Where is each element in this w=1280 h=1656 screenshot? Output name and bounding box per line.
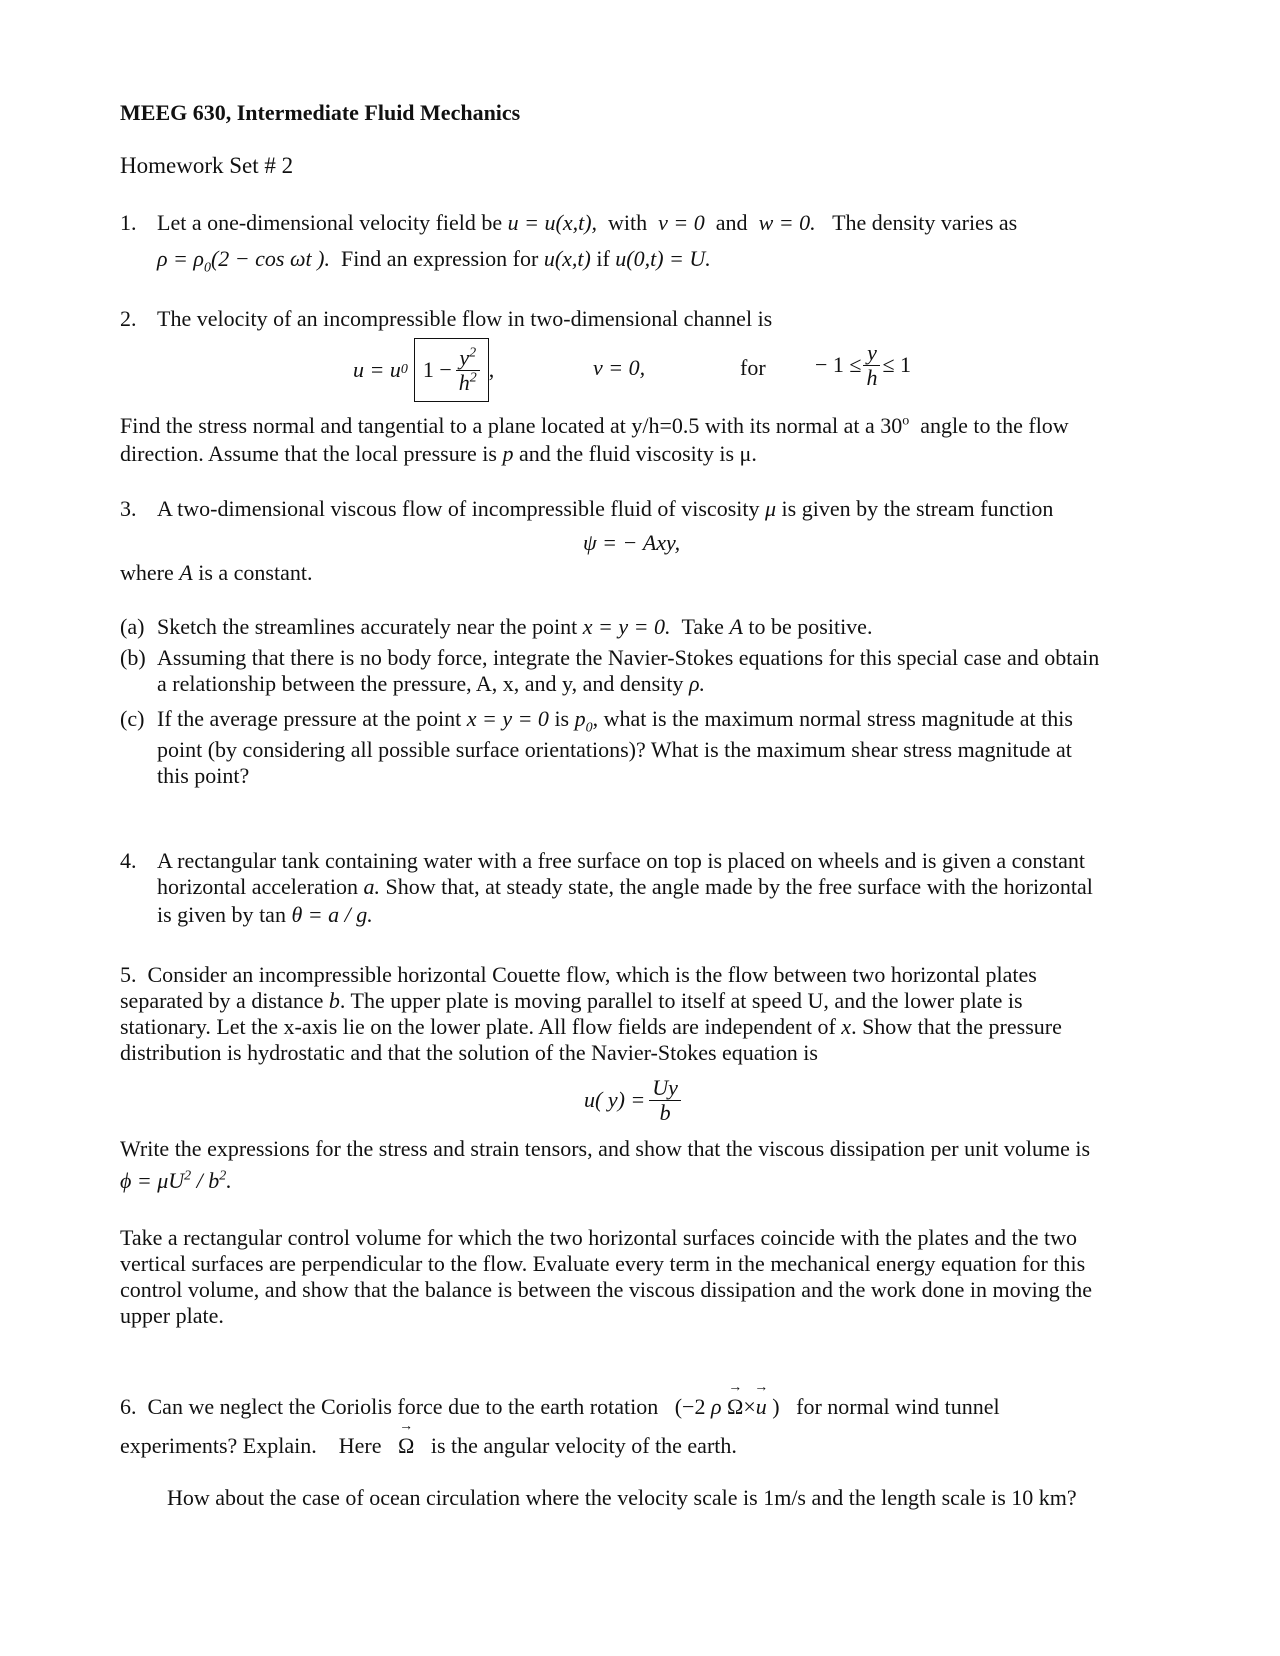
bracket-expression: 1 − $\frac{y^2}{h^2}$ [414, 338, 489, 402]
range-condition: − 1 ≤ $\frac{y}{h}$ ≤ 1 [815, 340, 912, 390]
problem-5-line-4: distribution is hydrostatic and that the solution of the Navier-Stokes equation is [120, 1040, 818, 1065]
problem-5-line-1: 5. Consider an incompressible horizontal Couette flow, which is the flow between two horizontal plates [120, 962, 1037, 987]
problem-number: 2. [120, 306, 137, 331]
problem-5-line-5: Write the expressions for the stress and strain tensors, and show that the viscous dissipation per unit volume is [120, 1136, 1091, 1161]
problem-3-intro: A two-dimensional viscous flow of incompressible fluid of viscosity μ is given by the stream function [157, 496, 1054, 521]
problem-number: 1. [120, 210, 137, 235]
problem-6-line-2: experiments? Explain. Here → Ω is the angular velocity of the earth. [120, 1433, 737, 1459]
problem-5-line-3: stationary. Let the x-axis lie on the lower plate. All flow fields are independent of x. Show that the pressure [120, 1014, 1062, 1039]
equation: u(x,t) [543, 246, 591, 271]
equation: v = 0 [658, 210, 705, 235]
text: Let a one-dimensional velocity field be [157, 210, 503, 235]
text: with [608, 210, 648, 235]
problem-4-line-1: A rectangular tank containing water with a free surface on top is placed on wheels and is given a constant [157, 848, 1085, 873]
coriolis-term: (−2 ρ → Ω×→ u ) [675, 1394, 780, 1419]
velocity-equation: u = u 0 1 − $\frac{y^2}{h^2}$ , [353, 335, 494, 405]
part-c-line-1: If the average pressure at the point x = y = 0 is $p_0$, what is the maximum normal stress magnitude at this [157, 706, 1073, 736]
problem-6-line-3: How about the case of ocean circulation where the velocity scale is 1m/s and the length scale is 10 km? [167, 1485, 1077, 1510]
problem-1-line-1 [157, 210, 1017, 236]
problem-6-line-1: 6. Can we neglect the Coriolis force due to the earth rotation (−2 ρ → Ω×→ u ) for normal wind tunnel [120, 1394, 1000, 1420]
part-a: Sketch the streamlines accurately near the point x = y = 0. Take A to be positive. [157, 614, 873, 639]
problem-5-line-2: separated by a distance b. The upper plate is moving parallel to itself at speed U, and the lower plate is [120, 988, 1023, 1013]
part-c-line-3: this point? [157, 763, 250, 788]
problem-2-line-1: Find the stress normal and tangential to a plane located at y/h=0.5 with its normal at a 30$^o$ angle to the flow [120, 413, 1069, 438]
stream-function: ψ = − Axy, [583, 530, 681, 555]
course-title: MEEG 630, Intermediate Fluid Mechanics [120, 100, 521, 125]
problem-4-line-2: horizontal acceleration a. Show that, at steady state, the angle made by the free surface with the horizontal [157, 874, 1093, 899]
part-b-line-2: a relationship between the pressure, A, x, and y, and density ρ. [157, 671, 705, 696]
problem-1-line-2 [157, 246, 711, 277]
problem-number: 4. [120, 848, 137, 873]
boundary-condition: u(0,t) = U. [615, 246, 711, 271]
part-b-line-1: Assuming that there is no body force, integrate the Navier-Stokes equations for this special case and obtain [157, 645, 1100, 670]
text: and [715, 210, 748, 235]
where-line: where A is a constant. [120, 560, 313, 585]
control-volume-line-4: upper plate. [120, 1303, 224, 1328]
homework-title: Homework Set # 2 [120, 153, 294, 178]
text: if [596, 246, 610, 271]
equation: u = u(x,t), [507, 210, 598, 235]
v-equation: v = 0, [593, 355, 646, 380]
density-equation: $\rho = \rho_0(2 - \cos \omega t$ ). [157, 246, 330, 276]
text: The density varies as [832, 210, 1018, 235]
control-volume-line-3: control volume, and show that the balance is between the viscous dissipation and the work done in moving the [120, 1277, 1093, 1302]
equation: w = 0. [758, 210, 816, 235]
part-c-line-2: point (by considering all possible surface orientations)? What is the maximum shear stress magnitude at [157, 737, 1072, 762]
couette-solution: u( y) = $\frac{Uy}{b}$ [584, 1070, 681, 1130]
control-volume-line-2: vertical surfaces are perpendicular to the flow. Evaluate every term in the mechanical energy equation for this [120, 1251, 1086, 1276]
problem-2-line-2: direction. Assume that the local pressure is p and the fluid viscosity is μ. [120, 441, 757, 466]
control-volume-line-1: Take a rectangular control volume for which the two horizontal surfaces coincide with the plates and the two [120, 1225, 1077, 1250]
dissipation-equation: $\phi = \mu U^2 / b^2$. [120, 1168, 232, 1193]
part-a-label: (a) [120, 614, 145, 639]
text: Find an expression for [340, 246, 539, 271]
part-c-label: (c) [120, 706, 145, 731]
problem-4-line-3: is given by tan θ = a / g. [157, 902, 373, 927]
problem-number: 3. [120, 496, 137, 521]
part-b-label: (b) [120, 645, 146, 670]
for-label: for [740, 355, 766, 380]
problem-2-intro: The velocity of an incompressible flow in two-dimensional channel is [157, 306, 773, 331]
